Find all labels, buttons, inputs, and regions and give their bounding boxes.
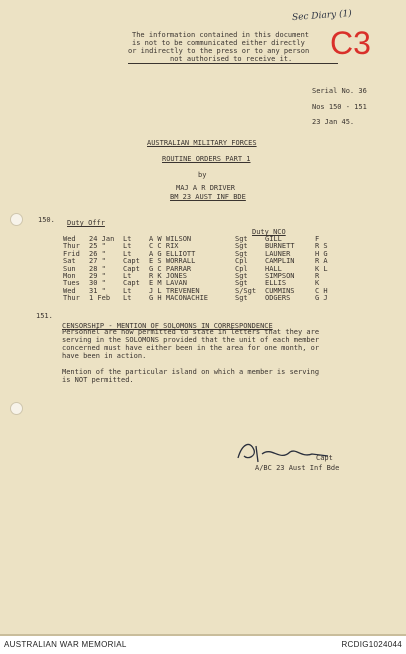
duty-officer-heading: Duty Offr bbox=[67, 219, 105, 227]
roster-cell-rank: Capt bbox=[123, 264, 140, 273]
roster-cell-nco-name: CUMMINS bbox=[265, 286, 295, 295]
roster-cell-nco-init: K L bbox=[315, 264, 328, 273]
roster-cell-name: C C RIX bbox=[149, 242, 179, 251]
roster-cell-date: 28 " bbox=[89, 264, 106, 273]
roster-cell-nco-name: CAMPLIN bbox=[265, 257, 295, 266]
roster-cell-nco-rank: Sgt bbox=[235, 249, 248, 258]
roster-cell-name: G H MACONACHIE bbox=[149, 294, 209, 303]
roster-row bbox=[63, 295, 333, 302]
roster-cell-name: E M LAVAN bbox=[149, 279, 187, 288]
roster-cell-date: 25 " bbox=[89, 242, 106, 251]
roster-cell-nco-name: SIMPSON bbox=[265, 272, 295, 281]
notice-line-2: is not to be communicated either directly bbox=[132, 39, 305, 47]
notice-line-3: or indirectly to the press or to any person bbox=[128, 47, 310, 55]
roster-cell-nco-name: LAUNER bbox=[265, 249, 291, 258]
roster-cell-nco-rank: Sgt bbox=[235, 272, 248, 281]
roster-cell-rank: Lt bbox=[123, 235, 132, 243]
roster-cell-rank: Lt bbox=[123, 272, 132, 281]
roster-cell-nco-rank: Sgt bbox=[235, 235, 248, 243]
roster-cell-rank: Lt bbox=[123, 249, 132, 258]
security-notice bbox=[128, 31, 338, 64]
roster-cell-nco-init: R bbox=[315, 272, 320, 281]
roster-cell-nco-name: BURNETT bbox=[265, 242, 295, 251]
notice-line-1: The information contained in this document bbox=[132, 31, 310, 39]
roster-cell-name: R K JONES bbox=[149, 272, 187, 281]
order-numbers: Nos 150 - 151 bbox=[312, 103, 367, 111]
censorship-paragraph-1 bbox=[62, 328, 319, 360]
roster-cell-rank: Capt bbox=[123, 257, 140, 266]
roster-cell-nco-rank: S/Sgt bbox=[235, 286, 257, 295]
roster-cell-day: Mon bbox=[63, 272, 76, 281]
para1-line-2: serving in the SOLOMONS provided that the unit of each member bbox=[62, 336, 320, 344]
roster-cell-nco-init: G J bbox=[315, 294, 328, 303]
roster-cell-name: J L TREVENEN bbox=[149, 286, 200, 295]
roster-cell-day: Thur bbox=[63, 294, 80, 303]
roster-cell-nco-rank: Sgt bbox=[235, 294, 248, 303]
officer-name: MAJ A R DRIVER bbox=[176, 184, 236, 192]
censorship-heading: CENSORSHIP - MENTION OF SOLOMONS IN CORRESPONDENCE bbox=[62, 322, 273, 330]
roster-cell-day: Tues bbox=[63, 279, 80, 288]
item-150-number: 150. bbox=[38, 216, 55, 224]
roster-cell-nco-rank: Cpl bbox=[235, 257, 248, 266]
roster-cell-date: 31 " bbox=[89, 286, 106, 295]
para1-line-4: have been in action. bbox=[62, 352, 147, 360]
roster-cell-date: 24 Jan bbox=[89, 235, 115, 243]
roster-cell-day: Wed bbox=[63, 286, 76, 295]
roster-cell-date: 26 " bbox=[89, 249, 106, 258]
roster-cell-day: Sun bbox=[63, 264, 76, 273]
roster-cell-nco-name: GILL bbox=[265, 235, 282, 243]
roster-cell-nco-name: ELLIS bbox=[265, 279, 287, 288]
roster-cell-nco-rank: Sgt bbox=[235, 242, 248, 251]
roster-cell-rank: Capt bbox=[123, 279, 140, 288]
punch-hole-top bbox=[10, 213, 23, 226]
roster-cell-nco-init: R A bbox=[315, 257, 328, 266]
order-date: 23 Jan 45. bbox=[312, 118, 355, 126]
roster-cell-date: 29 " bbox=[89, 272, 106, 281]
roster-cell-date: 1 Feb bbox=[89, 294, 111, 303]
para2-line-2: is NOT permitted. bbox=[62, 376, 134, 384]
footer-right: RCDIG1024044 bbox=[341, 640, 402, 649]
para2-line-1: Mention of the particular island on which a member is serving bbox=[62, 368, 320, 376]
footer-left: AUSTRALIAN WAR MEMORIAL bbox=[4, 640, 127, 649]
para1-line-3: concerned must have either been in the area for one month, or bbox=[62, 344, 320, 352]
roster-cell-name: G C PARRAR bbox=[149, 264, 192, 273]
page-bottom-edge bbox=[0, 634, 406, 636]
roster-cell-nco-init: R S bbox=[315, 242, 328, 251]
unit-name: BM 23 AUST INF BDE bbox=[170, 193, 246, 201]
punch-hole-bottom bbox=[10, 402, 23, 415]
roster-cell-nco-rank: Sgt bbox=[235, 279, 248, 288]
item-151-number: 151. bbox=[36, 312, 53, 320]
roster-cell-nco-init: K bbox=[315, 279, 320, 288]
censorship-paragraph-2 bbox=[62, 368, 319, 384]
roster-cell-nco-name: ODGERS bbox=[265, 294, 291, 303]
roster-cell-rank: Lt bbox=[123, 242, 132, 251]
stamp-c3: C3 bbox=[330, 25, 371, 61]
roster-cell-day: Wed bbox=[63, 235, 76, 243]
roster-cell-day: Frid bbox=[63, 249, 80, 258]
duty-nco-heading: Duty NCO bbox=[252, 228, 286, 236]
roster-cell-nco-init: C H bbox=[315, 286, 328, 295]
roster-cell-nco-rank: Cpl bbox=[235, 264, 248, 273]
by-label: by bbox=[198, 171, 207, 179]
duty-roster-table bbox=[63, 236, 333, 303]
signature-rank: Capt bbox=[316, 454, 333, 462]
serial-number: Serial No. 36 bbox=[312, 87, 367, 95]
roster-cell-nco-init: H G bbox=[315, 249, 328, 258]
roster-cell-name: A W WILSON bbox=[149, 235, 192, 243]
para1-line-1: Personnel are now permitted to state in letters that they are bbox=[62, 328, 320, 336]
roster-cell-day: Sat bbox=[63, 257, 76, 266]
roster-cell-rank: Lt bbox=[123, 286, 132, 295]
roster-cell-day: Thur bbox=[63, 242, 80, 251]
roster-cell-name: A G ELLIOTT bbox=[149, 249, 196, 258]
signature-unit: A/BC 23 Aust Inf Bde bbox=[255, 464, 340, 472]
roster-cell-date: 30 " bbox=[89, 279, 106, 288]
handwritten-reference: Sec Diary (1) bbox=[291, 8, 353, 24]
orders-title: ROUTINE ORDERS PART 1 bbox=[162, 155, 251, 163]
org-title: AUSTRALIAN MILITARY FORCES bbox=[147, 139, 257, 147]
roster-cell-rank: Lt bbox=[123, 294, 132, 303]
roster-cell-nco-name: HALL bbox=[265, 264, 282, 273]
notice-line-4: not authorised to receive it. bbox=[170, 55, 293, 63]
roster-cell-date: 27 " bbox=[89, 257, 106, 266]
roster-cell-nco-init: F bbox=[315, 235, 320, 243]
roster-cell-name: E S WORRALL bbox=[149, 257, 196, 266]
